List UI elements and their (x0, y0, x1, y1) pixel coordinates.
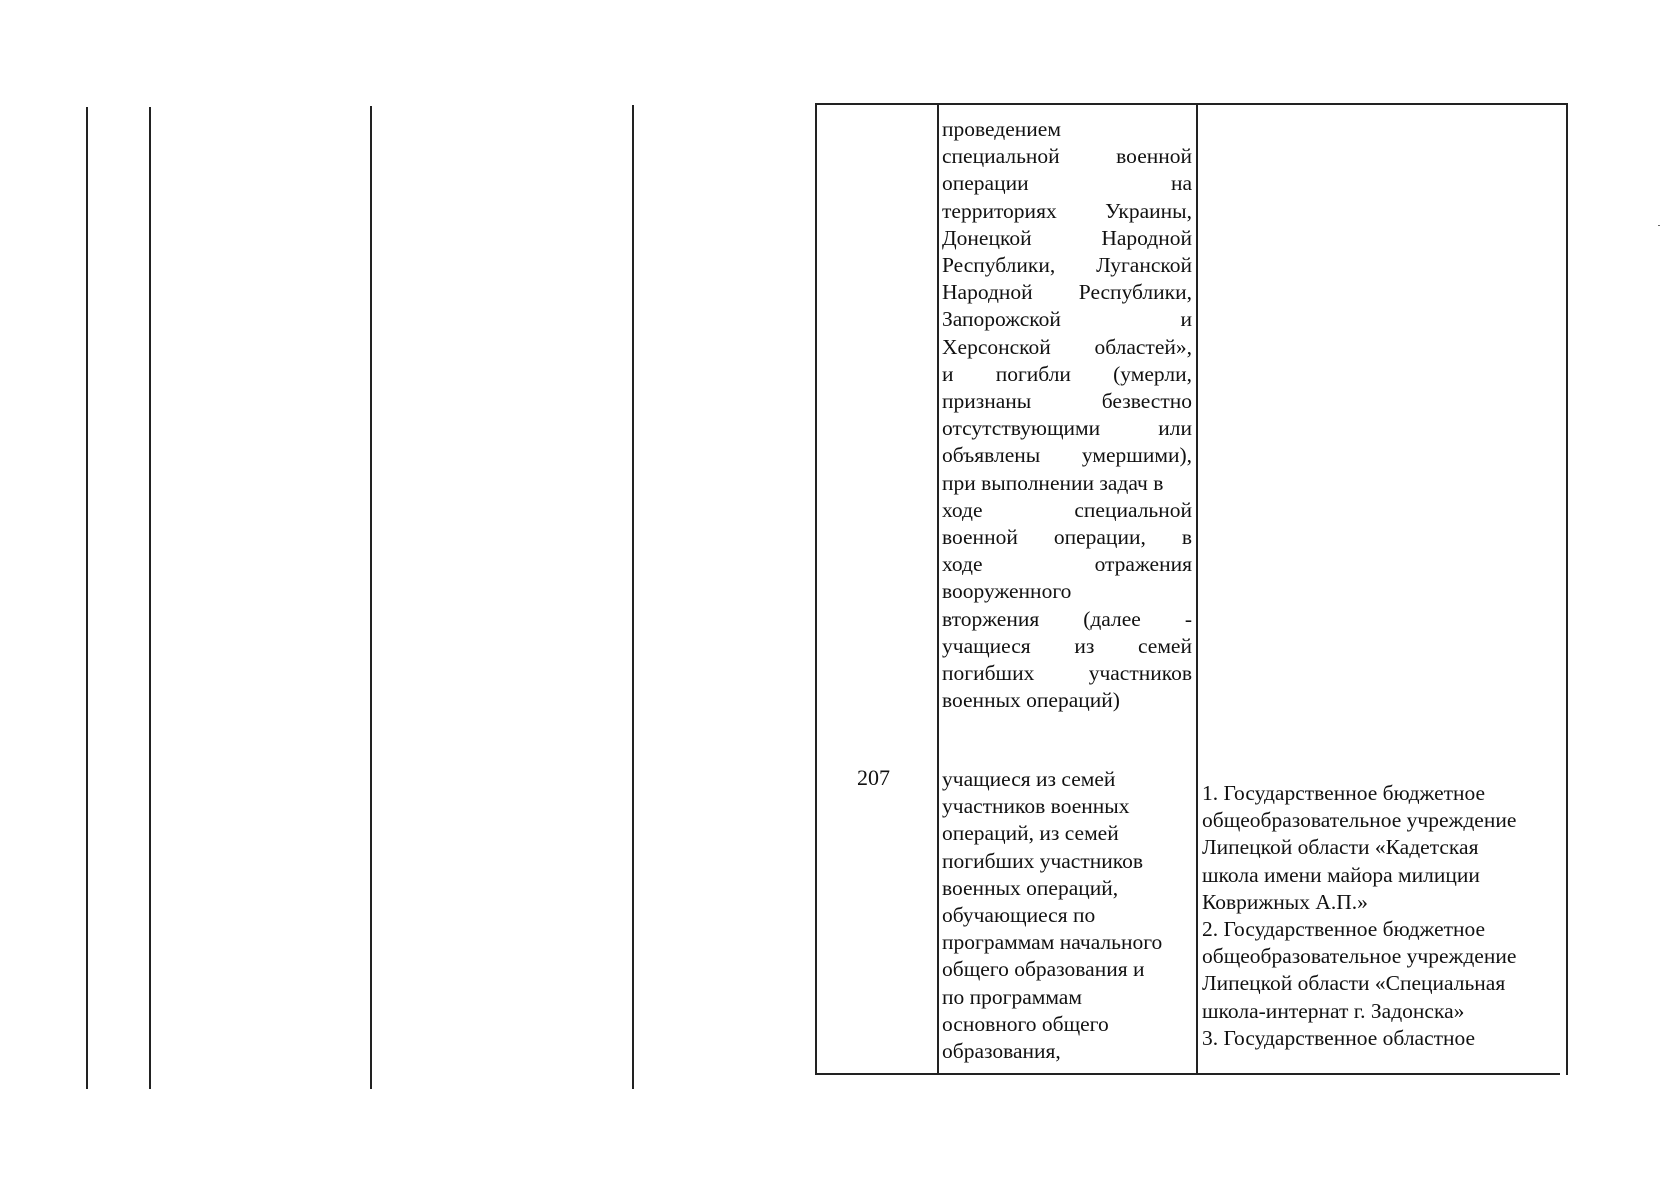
left-column-rule-2 (149, 107, 151, 1089)
category-line (942, 633, 1192, 660)
word: военной (1116, 144, 1192, 169)
table-top-border (815, 103, 1568, 105)
word: Республики, (942, 253, 1056, 278)
word: Народной (1101, 225, 1192, 250)
word: военной (942, 525, 1018, 550)
table-right-border (1566, 103, 1568, 1075)
category-line (942, 361, 1192, 388)
word: погибших (942, 661, 1035, 686)
institution-line: Коврижных А.П.» (1202, 889, 1368, 914)
category-line (942, 334, 1192, 361)
category-line (942, 225, 1192, 252)
category-line (942, 660, 1192, 687)
category-line: основного общего (942, 1011, 1109, 1036)
word: (далее (1083, 606, 1141, 631)
word: признаны (942, 389, 1032, 414)
word: участников (1088, 661, 1192, 686)
category-line (942, 198, 1192, 225)
table-bottom-border (815, 1073, 1560, 1075)
word: Запорожской (942, 307, 1061, 332)
category-line: участников военных (942, 794, 1130, 819)
institution-list-207 (1202, 780, 1562, 1052)
left-column-rule-3 (370, 106, 372, 1089)
word: операции, (1053, 525, 1146, 550)
word: ходе (942, 497, 983, 522)
category-line (942, 578, 1192, 605)
scan-speck (1658, 225, 1660, 226)
category-line (942, 252, 1192, 279)
category-line (942, 687, 1192, 714)
category-line (942, 442, 1192, 469)
category-line: погибших участников (942, 848, 1144, 873)
category-line (942, 524, 1192, 551)
word: территориях (942, 198, 1057, 223)
category-line (942, 388, 1192, 415)
institution-line: школа-интернат г. Задонска» (1202, 998, 1465, 1023)
category-line (942, 497, 1192, 524)
row-number: 207 (857, 765, 890, 790)
word: и (942, 361, 954, 386)
left-column-rule-1 (86, 107, 88, 1089)
category-line: операций, из семей (942, 821, 1119, 846)
institution-line: школа имени майора милиции (1202, 862, 1480, 887)
word: отражения (1094, 552, 1192, 577)
category-line (942, 551, 1192, 578)
category-line: обучающиеся по (942, 903, 1096, 928)
word: ходе (942, 552, 983, 577)
category-line: общего образования и (942, 957, 1145, 982)
institution-line: 3. Государственное областное (1202, 1025, 1476, 1050)
word: отсутствующими (942, 416, 1101, 441)
table-left-border (815, 103, 817, 1075)
word: операции (942, 171, 1029, 196)
word: Луганской (1096, 253, 1192, 278)
word: безвестно (1101, 389, 1192, 414)
word: (умерли, (1113, 361, 1192, 386)
institution-line: общеобразовательное учреждение (1202, 944, 1517, 969)
category-line (942, 415, 1192, 442)
word: учащиеся (942, 633, 1031, 658)
word: Херсонской (942, 334, 1051, 359)
institution-line: общеобразовательное учреждение (1202, 808, 1517, 833)
word: Украины, (1105, 198, 1192, 223)
word: погибли (995, 361, 1071, 386)
institution-line: 1. Государственное бюджетное (1202, 781, 1486, 805)
institution-line: Липецкой области «Специальная (1202, 971, 1506, 996)
category-line (942, 170, 1192, 197)
word: при выполнении задач в (942, 470, 1164, 495)
institution-line: Липецкой области «Кадетская (1202, 835, 1479, 860)
category-line: программам начального (942, 930, 1163, 955)
word: областей», (1094, 334, 1192, 359)
word: вторжения (942, 606, 1040, 631)
category-line: военных операций, (942, 875, 1119, 900)
word: Народной (942, 280, 1033, 305)
category-line (942, 606, 1192, 633)
category-line (942, 306, 1192, 333)
word: специальной (1074, 497, 1192, 522)
word: проведением (942, 117, 1061, 141)
word: или (1158, 416, 1192, 441)
word: Донецкой (942, 225, 1032, 250)
table-column-divider-2 (1196, 103, 1198, 1075)
word: Республики, (1078, 280, 1192, 305)
word: умершими), (1081, 443, 1192, 468)
category-line: по программам (942, 984, 1082, 1009)
word: объявлены (942, 443, 1041, 468)
institution-line: 2. Государственное бюджетное (1202, 917, 1486, 942)
word: вооруженного (942, 579, 1072, 604)
category-text-207 (942, 766, 1192, 1065)
word: из (1074, 633, 1095, 658)
left-column-rule-4 (632, 105, 634, 1089)
word: и (1180, 307, 1192, 332)
category-line (942, 279, 1192, 306)
word: семей (1137, 633, 1192, 658)
word: специальной (942, 144, 1060, 169)
word: - (1184, 606, 1192, 631)
category-text-continued (942, 116, 1192, 714)
table-column-divider-1 (937, 103, 939, 1075)
word: на (1170, 171, 1192, 196)
category-line: учащиеся из семей (942, 767, 1116, 791)
word: военных операций) (942, 688, 1120, 713)
category-line (942, 116, 1192, 143)
category-line (942, 143, 1192, 170)
category-line (942, 470, 1192, 497)
word: в (1181, 525, 1192, 550)
category-line: образования, (942, 1039, 1061, 1064)
